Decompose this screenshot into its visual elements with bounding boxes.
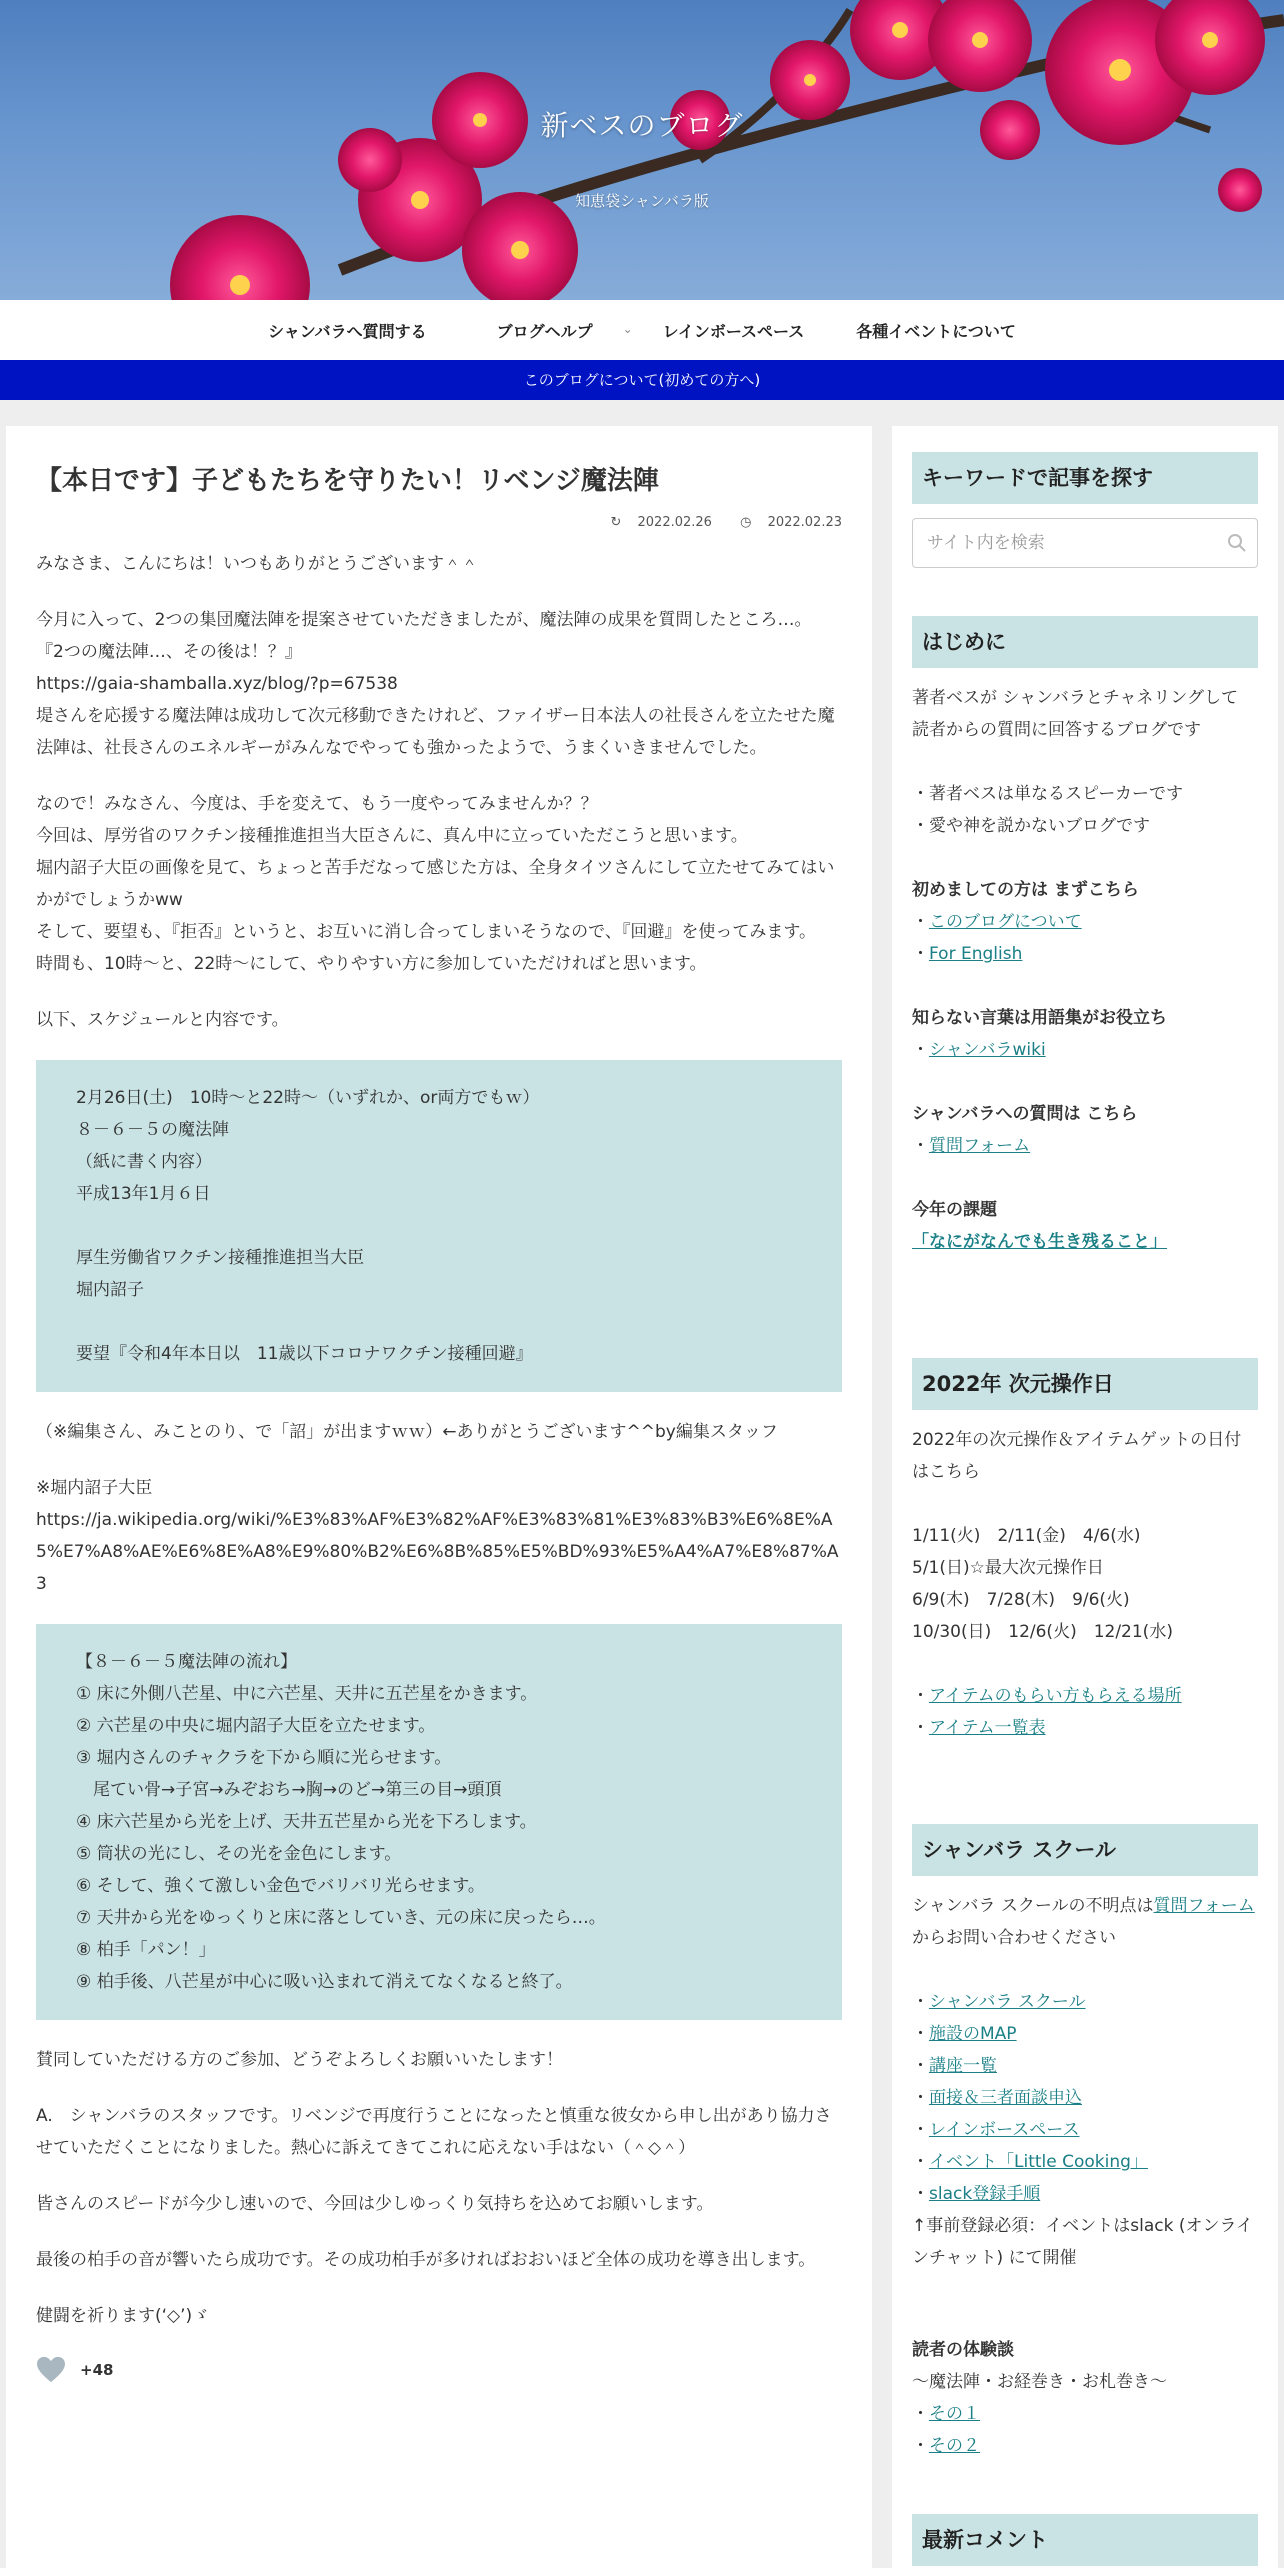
- list-item: ・このブログについて: [912, 912, 1082, 932]
- header-banner: [0, 0, 1284, 300]
- school-note: ↑事前登録必須：イベントはslack (オンラインチャット) にて開催: [912, 2216, 1253, 2268]
- refresh-icon: ↻: [610, 515, 622, 530]
- updated-date: ↻ 2022.02.26: [610, 515, 712, 530]
- glossary-heading: 知らない言葉は用語集がお役立ち: [912, 1008, 1167, 1028]
- list-item: ・面接＆三者面談申込: [912, 2088, 1082, 2108]
- list-item: ・質問フォーム: [912, 1136, 1031, 1156]
- procedure-box: [36, 1624, 842, 2020]
- nav-item-blog-help[interactable]: [471, 319, 633, 342]
- intro-bullet: ・愛や神を説かないブログです: [912, 816, 1150, 836]
- rainbow-space-link[interactable]: レインボースペース: [929, 2120, 1080, 2140]
- school-widget-title: シャンバラ スクール: [912, 1824, 1258, 1876]
- experience-link-1[interactable]: その１: [929, 2404, 980, 2424]
- list-item: ・講座一覧: [912, 2056, 997, 2076]
- global-nav: [0, 300, 1284, 360]
- list-item: ・その１: [912, 2404, 980, 2424]
- item-list-link[interactable]: アイテム一覧表: [929, 1718, 1046, 1738]
- clock-icon: ◷: [740, 515, 752, 530]
- facility-map-link[interactable]: 施設のMAP: [929, 2024, 1017, 2044]
- search-box: [912, 518, 1258, 568]
- article-dates: [36, 515, 842, 530]
- like-row: [36, 2356, 842, 2384]
- plum-blossom-image: [0, 0, 1284, 300]
- nav-item-rainbow-space[interactable]: レインボースペース: [662, 321, 805, 341]
- heart-icon[interactable]: [36, 2356, 66, 2384]
- paragraph: 賛同していただける方のご参加、どうぞよろしくお願いいたします！: [36, 2050, 563, 2070]
- ops-text: 2022年の次元操作＆アイテムゲットの日付はこちら: [912, 1430, 1242, 1482]
- list-item: ・アイテムのもらい方もらえる場所: [912, 1686, 1182, 1706]
- ops-date-line: 1/11(火) 2/11(金) 4/6(水): [912, 1526, 1141, 1546]
- search-widget-title: キーワードで記事を探す: [912, 452, 1258, 504]
- published-date: ◷ 2022.02.23: [740, 515, 842, 530]
- paragraph: なので！みなさん、今度は、手を変えて、もう一度やってみませんか？？ 今回は、厚労省のワクチン接種推進担当大臣さんに、真ん中に立っていただこうと思います。 堀内詔子大臣の画像を見て、ちょっと苦手だなって感じた方は、全身タイツさんにして立たせてみてはいかがでしょうかww そして、要望も、『拒否』というと、お互いに消し合ってしまいそうなので、『回避』を使ってみます。 時間も、10時〜と、22時〜にして、やりやすい方に参加していただければと思います。: [36, 794, 835, 974]
- like-count: +48: [80, 2361, 114, 2379]
- search-input[interactable]: [913, 519, 1257, 567]
- paragraph: （※編集さん、みことのり、で「詔」が出ますｗｗ）←ありがとうございます^^by編集スタッフ: [36, 1422, 778, 1442]
- list-item: ・シャンバラwiki: [912, 1040, 1046, 1060]
- list-item: ・レインボースペース: [912, 2120, 1080, 2140]
- nav-item-label: ブログヘルプ: [496, 321, 593, 341]
- ops-date-line: 5/1(日)☆最大次元操作日: [912, 1558, 1104, 1578]
- question-heading: シャンバラへの質問は こちら: [912, 1104, 1138, 1124]
- item-places-link[interactable]: アイテムのもらい方もらえる場所: [929, 1686, 1182, 1706]
- article-body: [36, 548, 842, 2384]
- ops-widget-title: 2022年 次元操作日: [912, 1358, 1258, 1410]
- experience-sub: 〜魔法陣・お経巻き・お札巻き〜: [912, 2372, 1167, 2392]
- ops-date-line: 10/30(日) 12/6(火) 12/21(水): [912, 1622, 1173, 1642]
- paragraph: A. シャンバラのスタッフです。リベンジで再度行うことになったと慎重な彼女から申し出があり協力させていただくことになりました。熱心に訴えてきてこれに応えない手はない（＾◇＾）: [36, 2106, 832, 2158]
- course-list-link[interactable]: 講座一覧: [929, 2056, 997, 2076]
- paragraph: 以下、スケジュールと内容です。: [36, 1010, 289, 1030]
- paragraph: 今月に入って、2つの集団魔法陣を提案させていただきましたが、魔法陣の成果を質問したところ…。 『2つの魔法陣…、その後は！？』 https://gaia-shamballa.xyz/blog/?p=67538 堤さんを応援する魔法陣は成功して次元移動できたけれど、ファイザー日本法人の社長さんを立たせた魔法陣は、社長さんのエネルギーがみんなでやっても強かったようで、うまくいきませんでした。: [36, 610, 835, 758]
- nav-item-events[interactable]: 各種イベントについて: [856, 321, 1016, 341]
- article: [6, 426, 872, 2568]
- experience-link-2[interactable]: その２: [929, 2436, 980, 2456]
- intro-bullet: ・著者ベスは単なるスピーカーです: [912, 784, 1183, 804]
- nav-item-ask-shamballa[interactable]: シャンバラへ質問する: [268, 321, 427, 341]
- search-icon[interactable]: [1227, 533, 1247, 553]
- first-visit-heading: 初めましての方は まずこちら: [912, 880, 1139, 900]
- ops-date-line: 6/9(木) 7/28(木) 9/6(火): [912, 1590, 1130, 1610]
- question-form-link[interactable]: 質問フォーム: [929, 1136, 1031, 1156]
- list-item: ・アイテム一覧表: [912, 1718, 1046, 1738]
- paragraph: 健闘を祈ります(‘◇’)ゞ: [36, 2306, 210, 2326]
- schedule-box: [36, 1060, 842, 1392]
- school-question-form-link[interactable]: 質問フォーム: [1153, 1896, 1255, 1916]
- schedule-text: 2月26日(土) 10時〜と22時〜（いずれか、or両方でもｗ） ８－６－５の魔法陣 （紙に書く内容） 平成13年1月６日 厚生労働省ワクチン接種推進担当大臣 堀内詔子 要望『令和4年本日以 11歳以下コロナワクチン接種回避』: [76, 1088, 540, 1364]
- chevron-down-icon: ⌄: [622, 321, 633, 336]
- list-item: ・For English: [912, 944, 1023, 964]
- for-english-link[interactable]: For English: [929, 944, 1023, 964]
- site-title[interactable]: 新ベスのブログ: [540, 109, 744, 142]
- notice-bar[interactable]: このブログについて(初めての方へ): [0, 360, 1284, 400]
- paragraph: 皆さんのスピードが今少し速いので、今回は少しゆっくり気持ちを込めてお願いします。: [36, 2194, 714, 2214]
- comments-widget-title: 最新コメント: [912, 2514, 1258, 2566]
- paragraph: ※堀内詔子大臣 https://ja.wikipedia.org/wiki/%E3%83%AF%E3%82%AF%E3%83%81%E3%83%B3%E6%8E%A5%E7%A8%AE%E6%8E%A8%E9%80%B2%E6%8B%85%E5%BD%93%E5%A4%A7%E8%87%A3: [36, 1478, 839, 1594]
- school-link[interactable]: シャンバラ スクール: [929, 1992, 1086, 2012]
- intro-widget-title: はじめに: [912, 616, 1258, 668]
- list-item: ・slack登録手順: [912, 2184, 1041, 2204]
- list-item: ・その２: [912, 2436, 980, 2456]
- intro-text: 著者ベスが シャンバラとチャネリングして 読者からの質問に回答するブログです: [912, 688, 1239, 740]
- theme-heading: 今年の課題: [912, 1200, 997, 1220]
- about-blog-link[interactable]: このブログについて: [929, 912, 1082, 932]
- procedure-text: 【８－６－５魔法陣の流れ】 ① 床に外側八芒星、中に六芒星、天井に五芒星をかきます。 ② 六芒星の中央に堀内詔子大臣を立たせます。 ③ 堀内さんのチャクラを下から順に光らせます。 尾てい骨→子宮→みぞおち→胸→のど→第三の目→頭頂 ④ 床六芒星から光を上げ、天井五芒星から光を下ろします。 ⑤ 筒状の光にし、その光を金色にします。 ⑥ そして、強くて激しい金色でバリバリ光らせます。 ⑦ 天井から光をゆっくりと床に落としていき、元の床に戻ったら…。 ⑧ 柏手「パン！」 ⑨ 柏手後、八芒星が中心に吸い込まれて消えてなくなると終了。: [76, 1652, 606, 1992]
- experience-heading: 読者の体験談: [912, 2340, 1014, 2360]
- school-text: シャンバラ スクールの不明点は質問フォームからお問い合わせください: [912, 1896, 1255, 1948]
- list-item: ・施設のMAP: [912, 2024, 1017, 2044]
- slack-link[interactable]: slack登録手順: [929, 2184, 1041, 2204]
- article-title: 【本日です】子どもたちを守りたい！リベンジ魔法陣: [36, 466, 659, 496]
- paragraph: みなさま、こんにちは！いつもありがとうございます＾＾: [36, 554, 478, 574]
- little-cooking-link[interactable]: イベント「Little Cooking」: [929, 2152, 1148, 2172]
- sidebar: [892, 426, 1278, 2568]
- theme-link[interactable]: 「なにがなんでも生き残ること」: [912, 1232, 1167, 1252]
- site-tagline: 知恵袋シャンバラ版: [575, 192, 709, 210]
- list-item: ・イベント「Little Cooking」: [912, 2152, 1148, 2172]
- list-item: ・シャンバラ スクール: [912, 1992, 1086, 2012]
- paragraph: 最後の柏手の音が響いたら成功です。その成功柏手が多ければおおいほど全体の成功を導き出します。: [36, 2250, 816, 2270]
- list-item: [912, 1226, 1258, 1258]
- shamballa-wiki-link[interactable]: シャンバラwiki: [929, 1040, 1046, 1060]
- interview-link[interactable]: 面接＆三者面談申込: [929, 2088, 1082, 2108]
